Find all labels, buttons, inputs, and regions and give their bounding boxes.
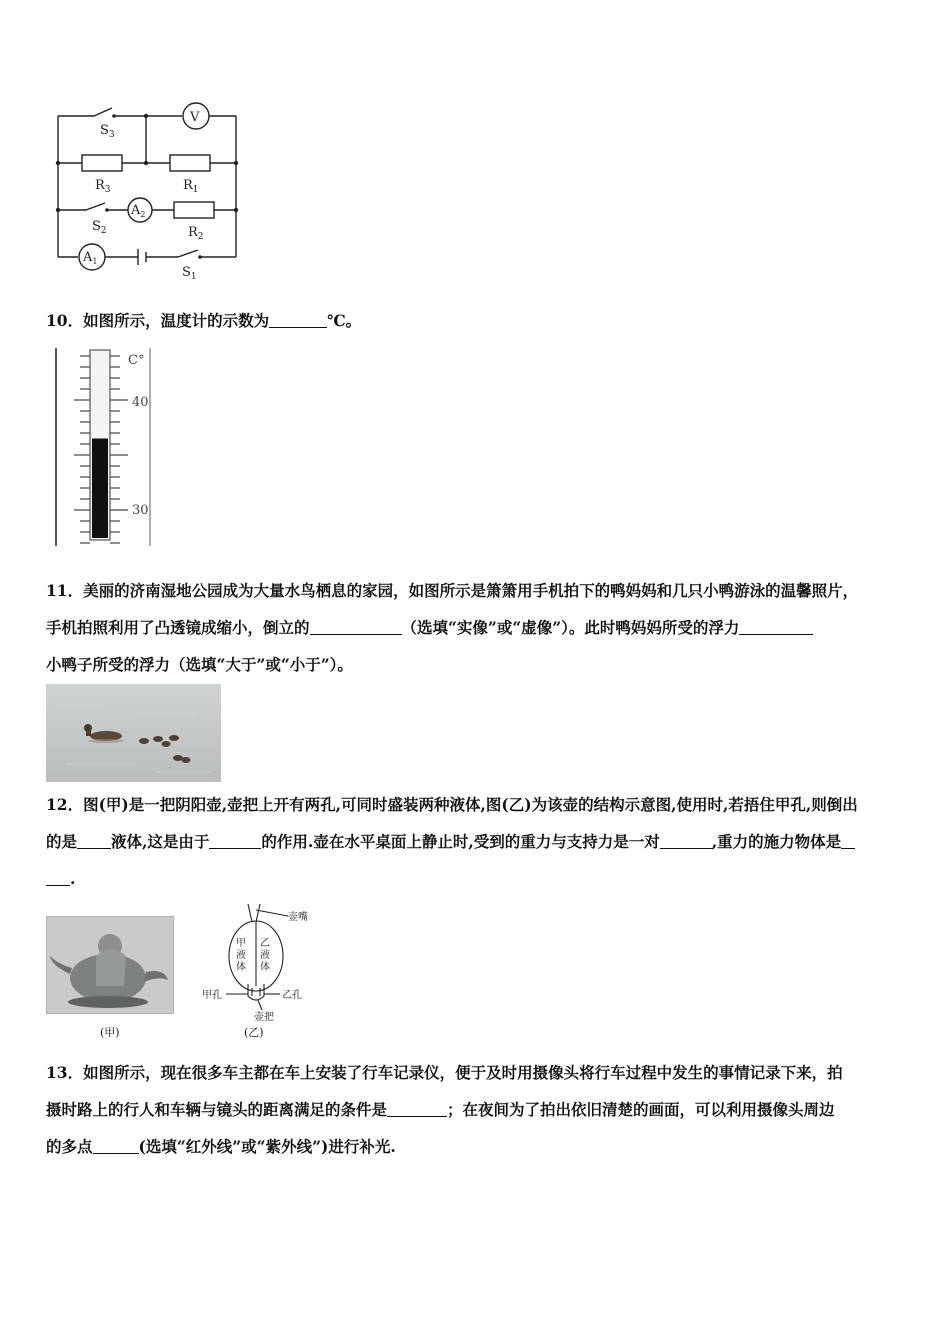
answer-blank-3[interactable] <box>660 830 712 849</box>
teapot-photo <box>46 916 174 1014</box>
question-text: 如图所示，温度计的示数为 <box>83 311 270 330</box>
label-r1: R <box>183 178 193 193</box>
question-text-line2b: 液体,这是由于 <box>111 832 210 851</box>
question-12 <box>46 786 908 897</box>
label-left-liquid-2: 液 <box>236 950 246 961</box>
label-a1: A <box>83 250 93 265</box>
label-right-liquid-1: 乙 <box>260 938 270 949</box>
label-left-liquid-3: 体 <box>236 962 246 973</box>
answer-blank-2[interactable] <box>739 616 813 635</box>
resistor-r2 <box>174 202 214 218</box>
question-text-line3a: 的多点 <box>46 1137 93 1156</box>
svg-text:R1: $R_1$ <box>183 178 199 195</box>
unit-label: C° <box>128 353 145 368</box>
question-text-line2b: （选填“实像”或“虚像”）。此时鸭妈妈所受的浮力 <box>401 618 740 637</box>
answer-blank[interactable] <box>269 309 327 328</box>
svg-text:S1: $S_1$ <box>182 265 197 282</box>
svg-text:R3: $R_3$ <box>95 178 111 195</box>
answer-blank-2[interactable] <box>93 1135 139 1154</box>
svg-text:R2: $R_2$ <box>188 225 204 242</box>
switch-s3 <box>94 108 112 116</box>
caption-yi: (乙) <box>244 1026 264 1039</box>
question-text-line2a: 手机拍照利用了凸透镜成缩小，倒立的 <box>46 618 310 637</box>
question-number: 12． <box>46 795 84 814</box>
question-11 <box>46 572 908 683</box>
question-number: 13． <box>46 1063 84 1082</box>
label-r2: R <box>188 225 198 240</box>
question-number: 11． <box>46 581 84 600</box>
question-text-line3: 小鸭子所受的浮力（选填“大于”或“小于”）。 <box>46 655 353 674</box>
switch-s2 <box>86 203 105 210</box>
question-text-line2a: 的是 <box>46 832 78 851</box>
resistor-r3 <box>82 155 122 171</box>
question-text-line3: . <box>70 869 76 888</box>
question-text-line2a: 摄时路上的行人和车辆与镜头的距离满足的条件是 <box>46 1100 388 1119</box>
label-s3: S <box>100 123 109 138</box>
label-hole-jia: 甲孔 <box>202 990 222 1001</box>
label-spout: 壶嘴 <box>288 912 308 923</box>
svg-text:A1: $A_1$ <box>83 250 98 266</box>
svg-text:A2: $A_2$ <box>131 203 146 219</box>
question-text-line2b: ；在夜间为了拍出依旧清楚的画面，可以利用摄像头周边 <box>447 1100 835 1119</box>
question-10 <box>46 302 908 339</box>
mercury-column <box>92 439 108 539</box>
label-right-liquid-2: 液 <box>260 950 270 961</box>
svg-text:S2: $S_2$ <box>92 219 107 236</box>
label-hole-yi: 乙孔 <box>282 990 302 1001</box>
question-text-line2d: ,重力的施力物体是 <box>711 832 842 851</box>
question-text-line2c: 的作用.壶在水平桌面上静止时,受到的重力与支持力是一对 <box>261 832 660 851</box>
answer-blank-4-cont[interactable] <box>46 867 70 886</box>
unit-text: ℃。 <box>327 311 362 330</box>
label-r3: R <box>95 178 105 193</box>
label-handle: 壶把 <box>254 1012 274 1023</box>
caption-jia: (甲) <box>100 1026 120 1039</box>
answer-blank-1[interactable] <box>310 616 402 635</box>
thermometer-figure <box>52 346 162 550</box>
label-s1: S <box>182 265 191 280</box>
question-text-line3b: (选填“红外线”或“紫外线”)进行补光. <box>138 1137 396 1156</box>
circuit-diagram <box>50 96 250 286</box>
label-s2: S <box>92 219 101 234</box>
label-right-liquid-3: 体 <box>260 962 270 973</box>
teapot-structure-diagram <box>196 900 316 1024</box>
question-13 <box>46 1054 908 1165</box>
resistor-r1 <box>170 155 210 171</box>
svg-text:S3: $S_3$ <box>100 123 115 140</box>
tick-label-30: 30 <box>132 503 149 518</box>
duck-photo <box>46 684 221 782</box>
answer-blank-1[interactable] <box>77 830 111 849</box>
question-text-line1: 图(甲)是一把阴阳壶,壶把上开有两孔,可同时盛装两种液体,图(乙)为该壶的结构示意图,使用时,若捂住甲孔,则倒出 <box>83 795 858 814</box>
label-v: V <box>190 110 200 125</box>
question-text-line1: 如图所示，现在很多车主都在车上安装了行车记录仪，便于及时用摄像头将行车过程中发生的事情记录下来，拍 <box>83 1063 843 1082</box>
label-a2: A <box>131 203 141 218</box>
question-text-line1: 美丽的济南湿地公园成为大量水鸟栖息的家园，如图所示是箫箫用手机拍下的鸭妈妈和几只小鸭游泳的温馨照片， <box>83 581 859 600</box>
tick-label-40: 40 <box>132 395 149 410</box>
answer-blank-4[interactable] <box>841 830 855 849</box>
answer-blank-2[interactable] <box>209 830 261 849</box>
switch-s1 <box>178 250 198 257</box>
label-left-liquid-1: 甲 <box>236 938 246 949</box>
answer-blank-1[interactable] <box>387 1098 447 1117</box>
question-number: 10． <box>46 311 84 330</box>
